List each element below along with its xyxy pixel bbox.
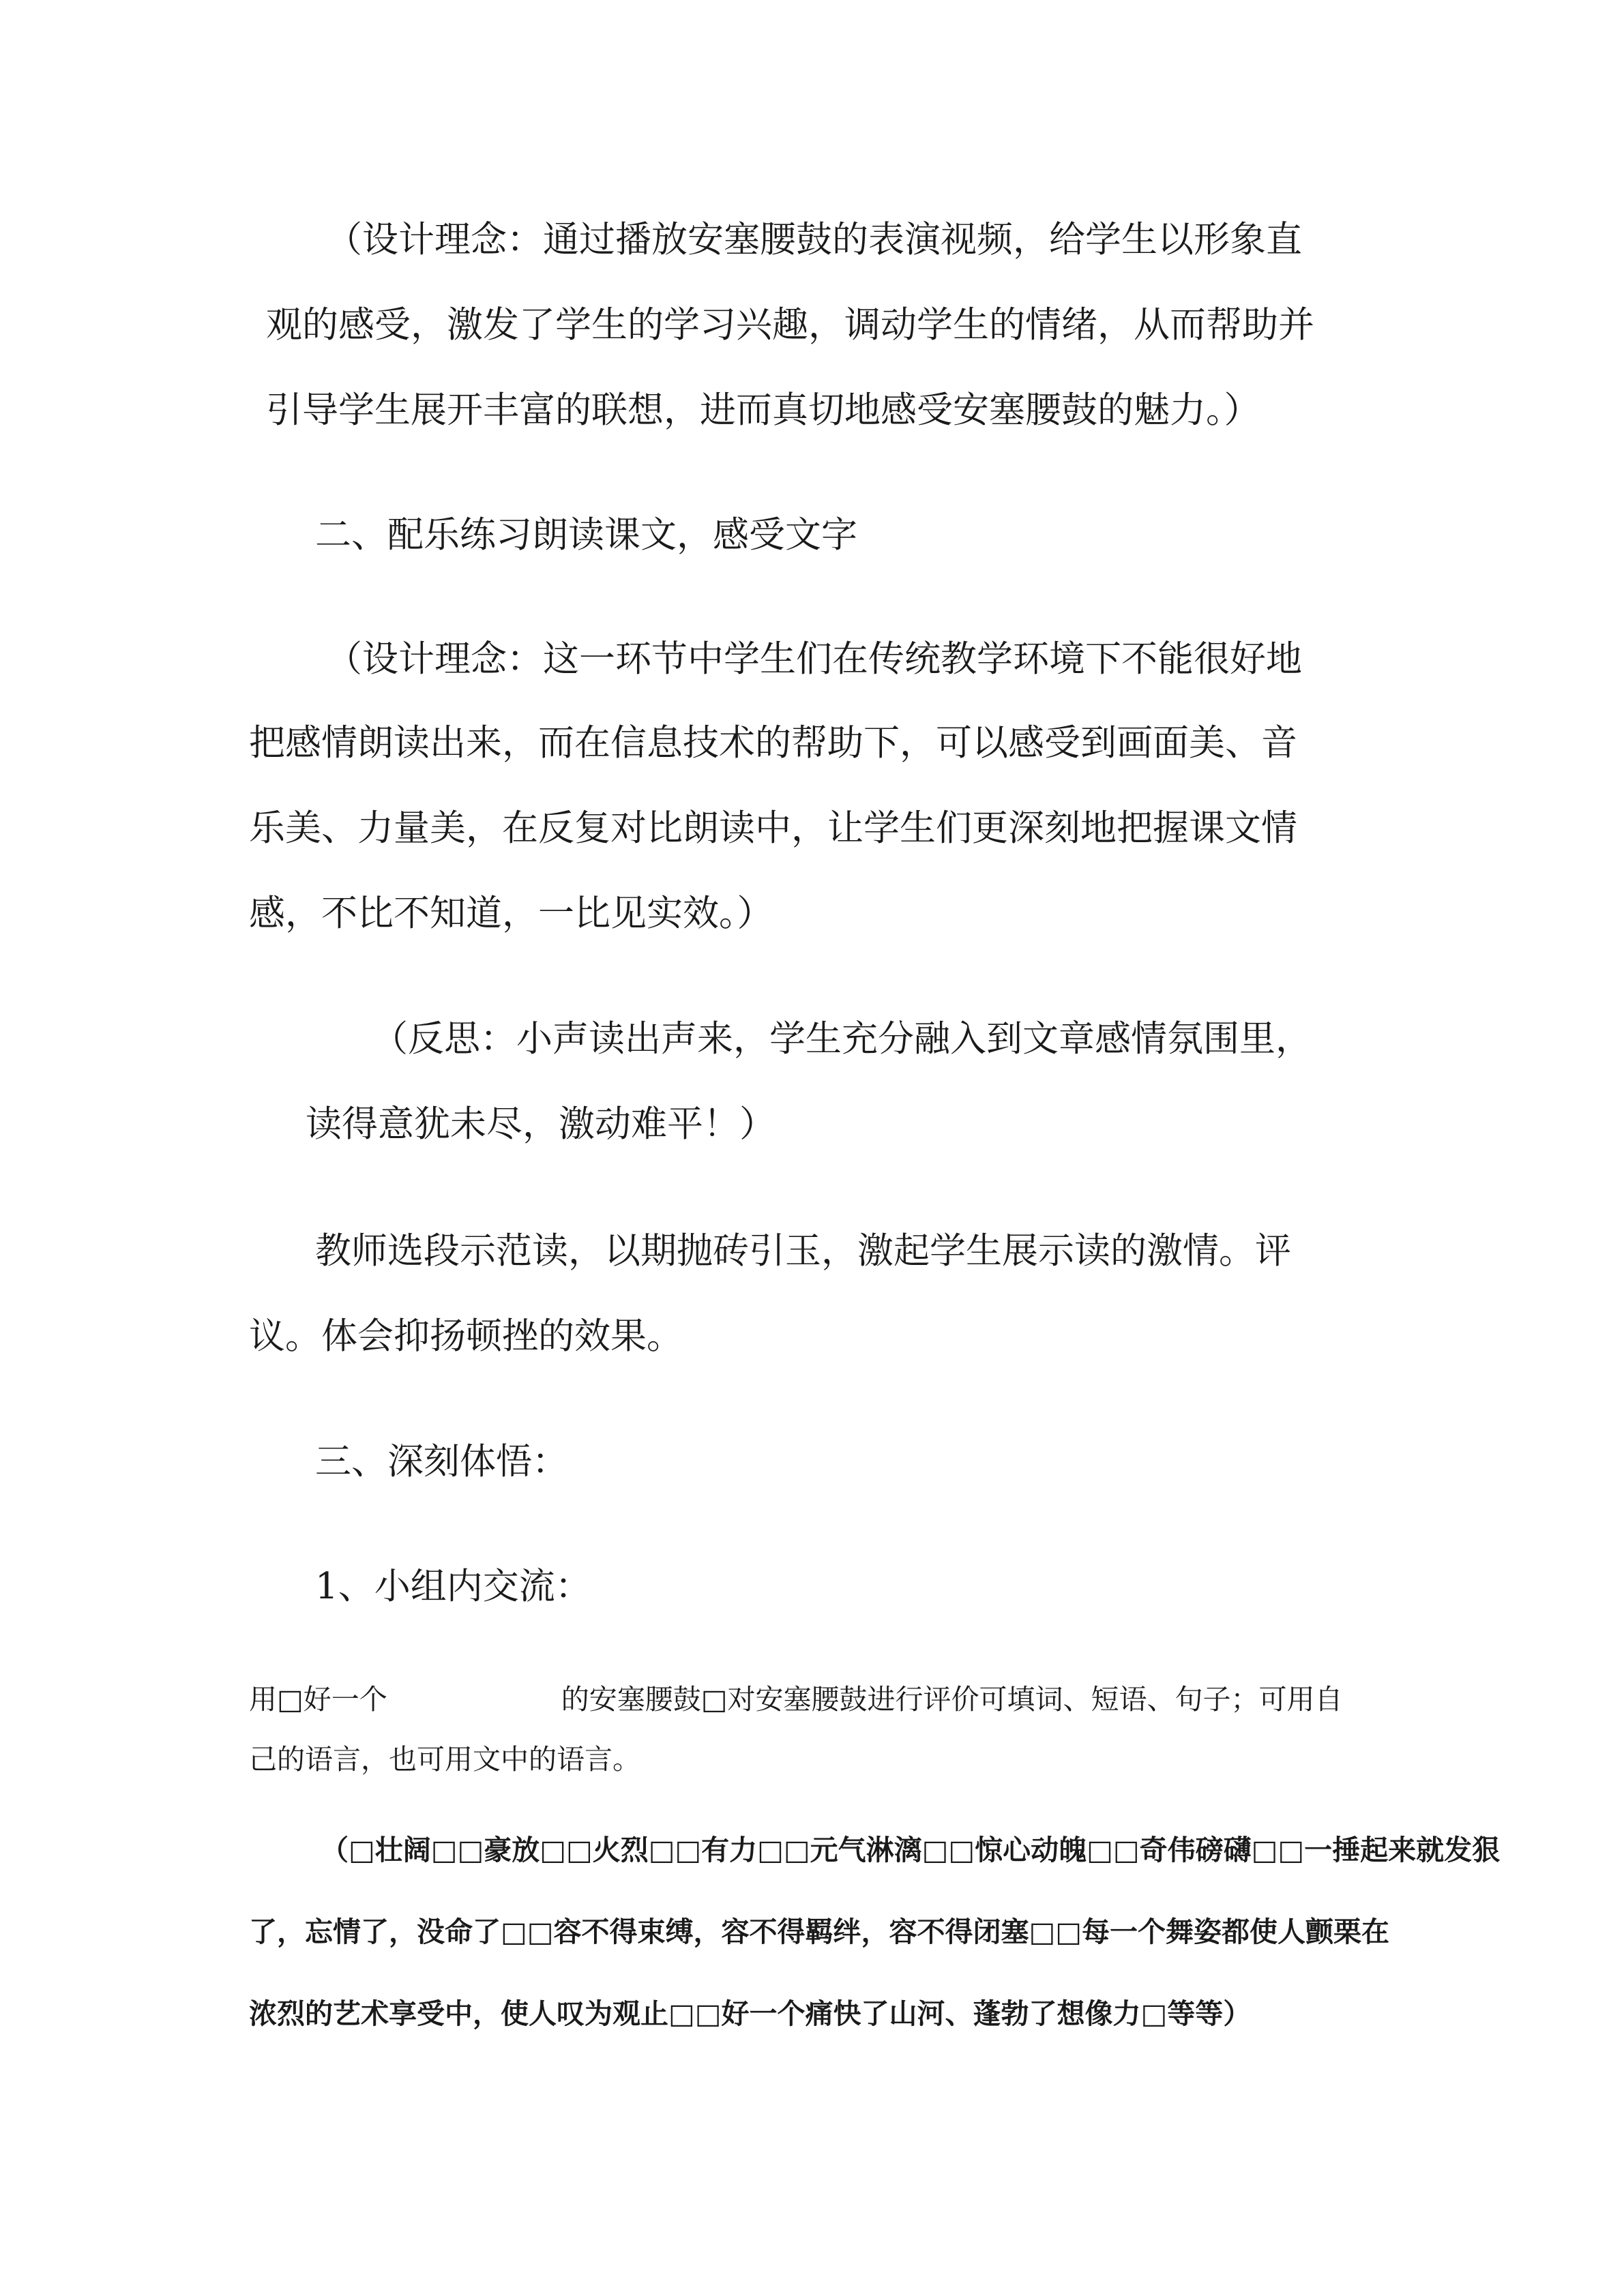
answers-line-2: 了，忘情了，没命了□□容不得束缚，容不得羁绊，容不得闭塞□□每一个舞姿都使人颤栗在 — [249, 1915, 1389, 1948]
design-note-2-line-2: 把感情朗读出来，而在信息技术的帮助下，可以感受到画面美、音 — [249, 722, 1297, 764]
fill-task-prefix: 用□好一个 — [249, 1683, 387, 1716]
reflection-line-1: （反思：小声读出声来，学生充分融入到文章感情氛围里， — [372, 1018, 1312, 1060]
reflection-line-2: 读得意犹未尽，激动难平！） — [306, 1103, 776, 1145]
fill-task-rest: 的安塞腰鼓□对安塞腰鼓进行评价可填词、短语、句子；可用自 — [561, 1683, 1343, 1716]
teacher-note-line-1: 教师选段示范读，以期抛砖引玉，激起学生展示读的激情。评 — [315, 1230, 1291, 1272]
section-heading-2: 二、配乐练习朗读课文，感受文字 — [315, 514, 857, 556]
teacher-note-line-2: 议。体会抑扬顿挫的效果。 — [249, 1315, 683, 1357]
design-note-1-line-3: 引导学生展开丰富的联想，进而真切地感受安塞腰鼓的魅力。） — [266, 389, 1260, 431]
answers-line-1: （□壮阔□□豪放□□火烈□□有力□□元气淋漓□□惊心动魄□□奇伟磅礴□□一捶起来就发狠 — [321, 1834, 1501, 1866]
design-note-1-line-2: 观的感受，激发了学生的学习兴趣，调动学生的情绪，从而帮助并 — [266, 304, 1314, 346]
design-note-1-line-1: （设计理念：通过播放安塞腰鼓的表演视频，给学生以形象直 — [326, 219, 1302, 260]
fill-task-line-2: 己的语言，也可用文中的语言。 — [249, 1743, 640, 1776]
step-1-heading: 1、小组内交流： — [315, 1566, 591, 1607]
section-heading-3: 三、深刻体悟： — [315, 1441, 568, 1482]
design-note-2-line-3: 乐美、力量美，在反复对比朗读中，让学生们更深刻地把握课文情 — [249, 807, 1297, 849]
fill-task-line-1 — [249, 1683, 1343, 1716]
design-note-2-line-1: （设计理念：这一环节中学生们在传统教学环境下不能很好地 — [326, 638, 1302, 680]
answers-line-3: 浓烈的艺术享受中，使人叹为观止□□好一个痛快了山河、蓬勃了想像力□等等） — [249, 1997, 1252, 2030]
design-note-2-line-4: 感，不比不知道，一比见实效。） — [249, 893, 773, 934]
